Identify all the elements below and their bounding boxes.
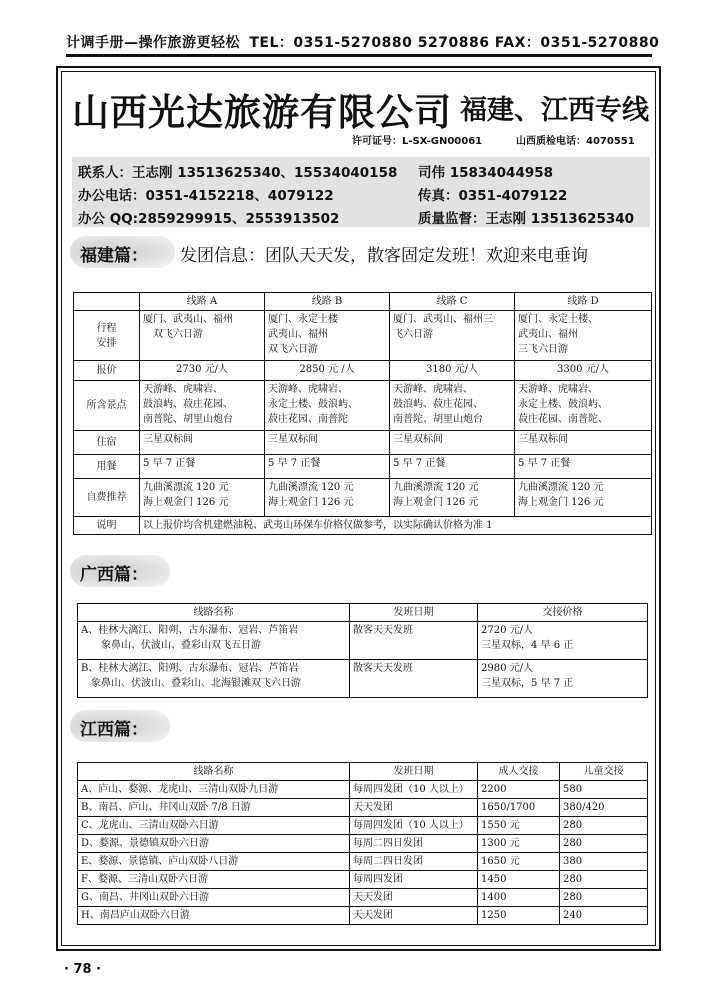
optional-cell: 九曲溪漂流 120 元 海上观金门 126 元: [390, 479, 515, 517]
date-cell: 每周二四日发团: [350, 835, 478, 853]
itinerary-cell: 厦门、武夷山、福州 双飞六日游: [140, 311, 265, 361]
date-cell: 每周四发团: [350, 871, 478, 889]
corner-cell: [74, 293, 140, 311]
fujian-table: [73, 292, 652, 535]
col-header: 发班日期: [350, 763, 478, 781]
col-header: 线路名称: [78, 763, 350, 781]
table-row: [78, 799, 648, 817]
jiangxi-title: 江西篇：: [80, 720, 148, 740]
route-cell: G、南昌、井冈山双卧六日游: [78, 889, 350, 907]
adult-price-cell: 1550 元: [478, 817, 560, 835]
spots-cell: 天游峰、虎啸岩、 鼓浪屿、菽庄花园、 南普陀、胡里山炮台: [390, 381, 515, 431]
guangxi-title: 广西篇：: [80, 565, 148, 585]
child-price-cell: 380: [560, 853, 648, 871]
adult-price-cell: 1400: [478, 889, 560, 907]
route-header: 线路 A: [140, 293, 265, 311]
quality-phone: 山西质检电话：4070551: [516, 136, 635, 147]
adult-price-cell: 2200: [478, 781, 560, 799]
optional-cell: 九曲溪漂流 120 元 海上观金门 126 元: [140, 479, 265, 517]
row-label-meals: 用餐: [74, 455, 140, 479]
route-cell: C、龙虎山、三清山双卧六日游: [78, 817, 350, 835]
route-cell: B、桂林大漓江、阳朔、古东瀑布、冠岩、芦笛岩 象鼻山、伏波山、叠彩山、北海银滩双飞六日游: [78, 660, 350, 698]
row-label-spots: 所含景点: [74, 381, 140, 431]
itinerary-cell: 厦门、永定土楼、 武夷山、福州 三飞六日游: [515, 311, 652, 361]
child-price-cell: 280: [560, 889, 648, 907]
meals-cell: 5 早 7 正餐: [265, 455, 390, 479]
price-cell: 2720 元/人 三星双标，4 早 6 正: [478, 622, 648, 660]
child-price-cell: 280: [560, 835, 648, 853]
price-cell: 2730 元/人: [140, 361, 265, 381]
price-cell: 2850 元 /人: [265, 361, 390, 381]
adult-price-cell: 1450: [478, 871, 560, 889]
child-price-cell: 380/420: [560, 799, 648, 817]
col-header: 成人交接: [478, 763, 560, 781]
meals-cell: 5 早 7 正餐: [140, 455, 265, 479]
child-price-cell: 280: [560, 871, 648, 889]
contact-driver: 司伟 15834044958: [418, 165, 554, 181]
route-cell: A、庐山、婺源、龙虎山、三清山双卧九日游: [78, 781, 350, 799]
adult-price-cell: 1650/1700: [478, 799, 560, 817]
route-cell: E、婺源、景德镇、庐山双卧八日游: [78, 853, 350, 871]
spots-cell: 天游峰、虎啸岩、 永定土楼、鼓浪屿、 菽庄花园、南普陀: [265, 381, 390, 431]
row-label-itinerary: 行程 安排: [74, 311, 140, 361]
contact-person: 联系人：王志刚 13513625340、15534040158: [78, 165, 398, 181]
notes-cell: 以上报价均含机建燃油税、武夷山环保车价格仅做参考，以实际确认价格为准 1: [140, 517, 652, 535]
price-cell: 3300 元/人: [515, 361, 652, 381]
route-header: 线路 D: [515, 293, 652, 311]
route-header: 线路 C: [390, 293, 515, 311]
page-number: · 78 ·: [64, 962, 102, 977]
office-phone: 办公电话：0351-4152218、4079122: [78, 188, 334, 204]
date-cell: 散客天天发班: [350, 622, 478, 660]
contact-box: [72, 157, 650, 227]
table-row: [78, 907, 648, 925]
fujian-title: 福建篇：: [80, 246, 148, 266]
table-row: [78, 781, 648, 799]
optional-cell: 九曲溪漂流 120 元 海上观金门 126 元: [265, 479, 390, 517]
license-number: 许可证号：L-SX-GN00061: [352, 136, 483, 147]
specialty-title: 福建、江西专线: [460, 95, 649, 126]
date-cell: 天天发团: [350, 799, 478, 817]
header-contact: TEL：0351-5270880 5270886 FAX：0351-5270880: [249, 35, 660, 51]
company-name: 山西光达旅游有限公司: [72, 91, 452, 134]
spots-cell: 天游峰、虎啸岩、 鼓浪屿、菽庄花园、 南普陀、胡里山炮台: [140, 381, 265, 431]
table-row: [78, 871, 648, 889]
meals-cell: 5 早 7 正餐: [515, 455, 652, 479]
price-cell: 2980 元/人 三星双标，5 早 7 正: [478, 660, 648, 698]
col-header: 交接价格: [478, 604, 648, 622]
child-price-cell: 280: [560, 817, 648, 835]
stay-cell: 三星双标间: [140, 431, 265, 455]
date-cell: 散客天天发班: [350, 660, 478, 698]
office-qq: 办公 QQ:2859299915、2553913502: [78, 211, 340, 227]
jiangxi-table: [77, 762, 648, 925]
header-title: 计调手册—操作旅游更轻松: [66, 35, 240, 51]
fax: 传真：0351-4079122: [418, 188, 568, 204]
col-header: 发班日期: [350, 604, 478, 622]
optional-cell: 九曲溪漂流 120 元 海上观金门 126 元: [515, 479, 652, 517]
row-label-optional: 自费推荐: [74, 479, 140, 517]
date-cell: 每周四发团（10 人以上）: [350, 817, 478, 835]
table-row: [78, 853, 648, 871]
quality-supervisor: 质量监督：王志刚 13513625340: [418, 211, 635, 227]
row-label-notes: 说明: [74, 517, 140, 535]
date-cell: 天天发团: [350, 889, 478, 907]
adult-price-cell: 1300 元: [478, 835, 560, 853]
table-row: [78, 817, 648, 835]
route-cell: D、婺源、景德镇双卧六日游: [78, 835, 350, 853]
stay-cell: 三星双标间: [390, 431, 515, 455]
header-rule: [66, 54, 652, 57]
col-header: 儿童交接: [560, 763, 648, 781]
stay-cell: 三星双标间: [265, 431, 390, 455]
table-row: [78, 835, 648, 853]
running-header: [66, 32, 660, 56]
table-row: [78, 889, 648, 907]
child-price-cell: 580: [560, 781, 648, 799]
price-cell: 3180 元/人: [390, 361, 515, 381]
route-cell: F、婺源、三清山双卧六日游: [78, 871, 350, 889]
itinerary-cell: 厦门、武夷山、福州三 飞六日游: [390, 311, 515, 361]
fujian-note: 发团信息：团队天天发，散客固定发班！欢迎来电垂询: [180, 246, 588, 266]
adult-price-cell: 1250: [478, 907, 560, 925]
itinerary-cell: 厦门、永定土楼 武夷山、福州 双飞六日游: [265, 311, 390, 361]
route-cell: B、南昌、庐山、井冈山双卧 7/8 日游: [78, 799, 350, 817]
stay-cell: 三星双标间: [515, 431, 652, 455]
date-cell: 每周二四日发团: [350, 853, 478, 871]
adult-price-cell: 1650 元: [478, 853, 560, 871]
guangxi-table: [77, 603, 648, 698]
row-label-price: 报价: [74, 361, 140, 381]
route-cell: H、南昌庐山双卧六日游: [78, 907, 350, 925]
spots-cell: 天游峰、虎啸岩、 永定土楼、鼓浪屿、 菽庄花园、南普陀、: [515, 381, 652, 431]
date-cell: 每周四发团（10 人以上）: [350, 781, 478, 799]
meals-cell: 5 早 7 正餐: [390, 455, 515, 479]
table-row: [78, 660, 648, 698]
route-cell: A、桂林大漓江、阳朔、古东瀑布、冠岩、芦笛岩 象鼻山、伏波山、叠彩山双飞五日游: [78, 622, 350, 660]
date-cell: 天天发团: [350, 907, 478, 925]
col-header: 线路名称: [78, 604, 350, 622]
route-header: 线路 B: [265, 293, 390, 311]
child-price-cell: 240: [560, 907, 648, 925]
table-row: [78, 622, 648, 660]
row-label-stay: 住宿: [74, 431, 140, 455]
